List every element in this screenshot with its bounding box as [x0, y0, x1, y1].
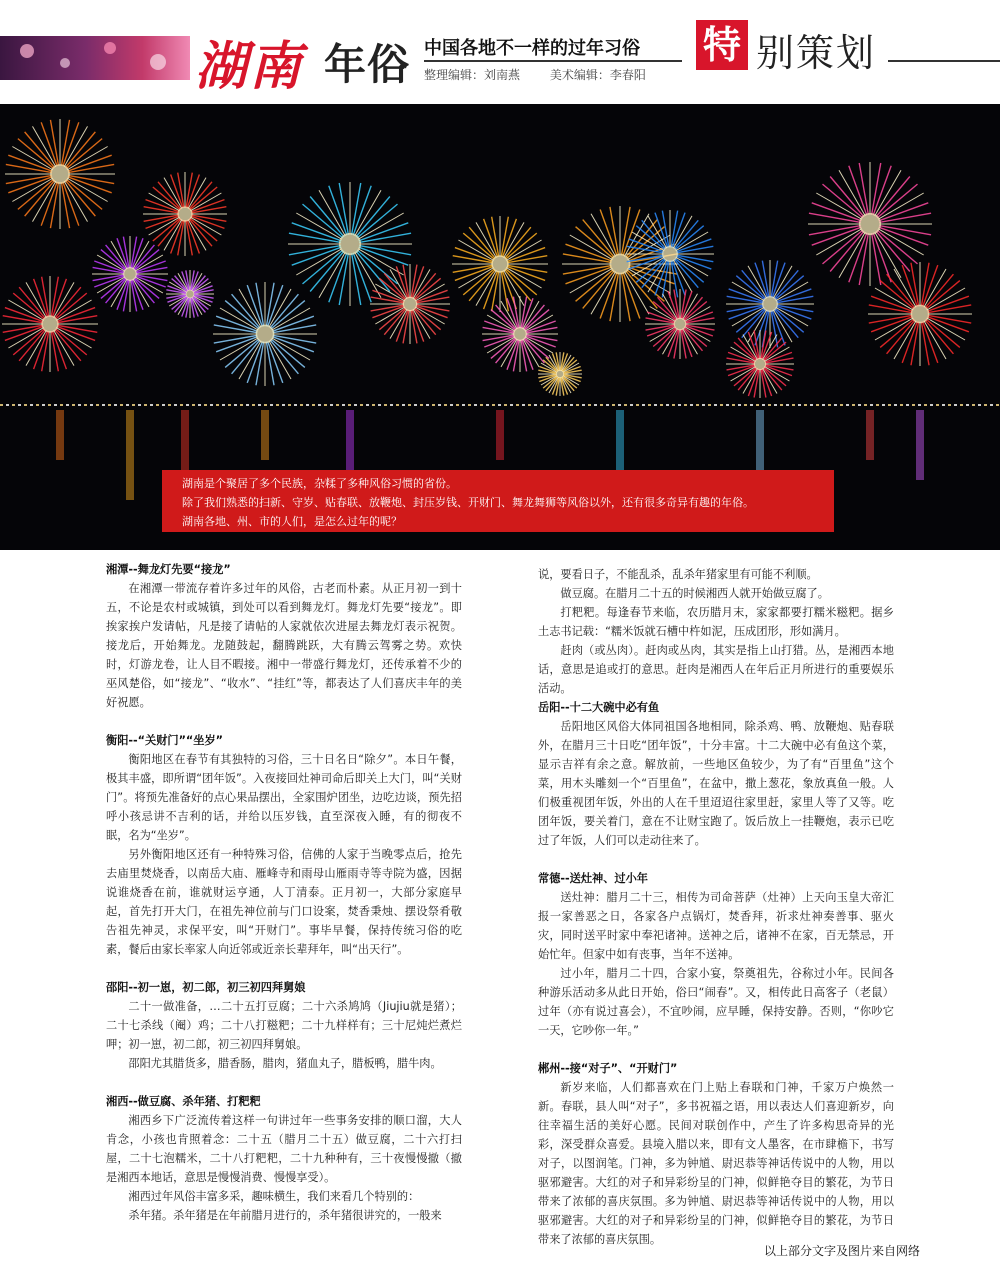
subtitle-rule: [424, 60, 682, 62]
firework-burst: [2, 276, 98, 372]
article-paragraph: 另外衡阳地区还有一种特殊习俗，信佛的人家于当晚零点后，抢先去庙里焚烧香，以南岳大庙、雁峰寺和雨母山雁雨寺等寺院为盛，因据说谁烧香在前，谁就财运亨通，人丁清泰。正月初一，大部分家庭早起，首先打开大门，在祖先神位前与门口设案，焚香秉烛、摆设祭肴敬告祖先神灵，求保平安，叫“开财门”。事毕早餐，保持传统习俗的吃素，餐后由家长率家人向近邻或近亲长辈拜年，叫“出天行”。: [106, 848, 462, 956]
article-paragraph: 打粑粑。每逢春节来临，农历腊月末，家家都要打糯米糍粑。据乡土志书记载：“糯米饭就石槽中杵如泥，压成团形，形如满月。: [538, 606, 894, 638]
magazine-header: [0, 0, 1000, 104]
section-heading: 岳阳--十二大碗中必有鱼: [538, 701, 660, 714]
firework-burst: [538, 352, 582, 396]
intro-line: 湖南是个聚居了多个民族，杂糅了多种风俗习惯的省份。: [182, 477, 457, 490]
water-reflection: [261, 410, 269, 460]
lantern-banner-strip: [0, 36, 190, 80]
region-title: 湖南: [195, 36, 304, 97]
editor-credits: [424, 66, 672, 83]
section-heading: 郴州--接“对子”、“开财门”: [538, 1062, 678, 1075]
firework-burst: [452, 216, 548, 312]
water-reflection: [916, 410, 924, 480]
article-paragraph: 赶肉（或丛肉）。赶肉或丛肉，其实是指上山打猎。丛，是湘西本地话，意思是追或打的意思。赶肉是湘西人在年后正月所进行的重要娱乐活动。: [538, 644, 894, 695]
article-paragraph: 邵阳尤其腊货多，腊香肠，腊肉，猪血丸子，腊板鸭，腊牛肉。: [128, 1057, 442, 1070]
article-column-left: [106, 560, 462, 1225]
water-reflection: [496, 410, 504, 460]
special-badge: 特: [696, 20, 748, 70]
special-feature-label: 别策划: [756, 31, 877, 75]
water-reflection: [56, 410, 64, 460]
article-paragraph: 过小年，腊月二十四，合家小宴，祭奠祖先，谷称过小年。民间各种游乐活动多从此日开始，俗曰“闹春”。又，相传此日高客子（老鼠）过年（亦有说过喜会），不宜吵闹，应早睡，保持安静。否则，“你吵它一天，它吵你一年。”: [538, 967, 894, 1037]
article-paragraph: 新岁来临，人们都喜欢在门上贴上春联和门神，千家万户焕然一新。春联，县人叫“对子”，多书祝福之语，用以表达人们喜迎新岁，向往幸福生活的美好心愿。民间对联创作中，产生了许多构思奇异的光彩，深受群众喜爱。县境入腊以来，即有文人墨客，在市肆檐下，书写对子，以图润笔。门神，多为钟馗、尉迟恭等神话传说中的人物，用以驱邪避害。大红的对子和异彩纷呈的门神，似鲜艳夺目的繁花，为节日带来了浓郁的喜庆氛围。多为钟馗、尉迟恭等神话传说中的人物，用以驱邪避害。大红的对子和异彩纷呈的门神，似鲜艳夺目的繁花，为节日带来了浓郁的喜庆氛围。: [538, 1081, 894, 1246]
editor-credit: 整理编辑：刘南燕: [424, 68, 521, 82]
firework-burst: [288, 182, 412, 306]
article-paragraph: 说，要看日子，不能乱杀，乱杀年猪家里有可能不利顺。: [538, 568, 818, 581]
custom-title: 年俗: [324, 40, 411, 89]
article-paragraph: 二十一做准备，…二十五打豆腐；二十六杀鸠鸠（Jiujiu就是猪）；二十七杀线（阉）鸡；二十八打糍粑；二十九样样有；三十尼炖烂煮烂呷；初一崽，初二郎，初三初四拜舅娘。: [106, 1000, 462, 1051]
section-gap: [106, 1073, 462, 1092]
article-paragraph: 在湘潭一带流存着许多过年的风俗，古老而朴素。从正月初一到十五，不论是农村或城镇，到处可以看到舞龙灯。舞龙灯先要“接龙”。即挨家挨户发请帖，凡是接了请帖的人家就依次进屋去舞龙灯表示祝贺。接龙后，开始舞龙。龙随鼓起，翻腾跳跃，大有腾云驾雾之势。欢快时，灯游龙卷，让人目不暇接。湘中一带盛行舞龙灯，还传承着不少的巫风楚俗，如“接龙”、“收水”、“挂红”等，都表达了人们喜庆丰年的美好祝愿。: [106, 582, 462, 709]
firework-burst: [370, 264, 450, 344]
water-reflection: [126, 410, 134, 500]
section-heading: 常德--送灶神、过小年: [538, 872, 648, 885]
series-subtitle: 中国各地不一样的过年习俗: [424, 38, 640, 59]
article-paragraph: 衡阳地区在春节有其独特的习俗，三十日名日“除夕”。本日午餐，极其丰盛，即所谓“团年饭”。入夜接回灶神司命后即关上大门，叫“关财门”。将预先准备好的点心果品摆出，全家围炉团坐，边吃边谈，预先招呼小孩忌讲不吉利的话，并给以压岁钱，直至深夜入睡，有的彻夜不眠，名为“坐岁”。: [106, 753, 462, 842]
section-heading: 湘潭--舞龙灯先要“接龙”: [106, 563, 231, 576]
section-heading: 邵阳--初一崽，初二郎，初三初四拜舅娘: [106, 981, 306, 994]
intro-line: 除了我们熟悉的扫新、守岁、贴春联、放鞭炮、封压岁钱、开财门、舞龙舞狮等风俗以外，还有很多奇异有趣的年俗。: [182, 496, 754, 509]
article-paragraph: 做豆腐。在腊月二十五的时候湘西人就开始做豆腐了。: [560, 587, 829, 600]
firework-burst: [166, 270, 214, 318]
firework-burst: [626, 210, 714, 298]
firework-burst: [143, 172, 227, 256]
article-paragraph: 送灶神：腊月二十三，相传为司命菩萨（灶神）上天向玉皇大帝汇报一家善恶之日，各家各户点锅灯，焚香拜，祈求灶神奏善事、驱火灾，同时送平时家中奉祀诸神。送神之后，诸神不在家，百无禁忌，开始忙年。但家中如有丧事，当年不送神。: [538, 891, 894, 961]
section-heading: 湘西--做豆腐、杀年猪、打粑粑: [106, 1095, 261, 1108]
firework-burst: [868, 262, 972, 366]
section-gap: [538, 850, 894, 869]
source-note: 以上部分文字及图片来自网络: [763, 1244, 920, 1258]
intro-line: 湖南各地、州、市的人们，是怎么过年的呢？: [182, 515, 402, 528]
article-paragraph: 湘西过年风俗丰富多采，趣味横生，我们来看几个特别的：: [128, 1190, 420, 1203]
header-rule: [888, 60, 1000, 62]
intro-box: [162, 470, 834, 532]
section-gap: [106, 959, 462, 978]
firework-burst: [482, 296, 558, 372]
firework-burst: [645, 289, 715, 359]
article-paragraph: 杀年猪。杀年猪是在年前腊月进行的，杀年猪很讲究的，一般来: [128, 1209, 442, 1222]
firework-burst: [808, 162, 932, 286]
section-heading: 衡阳--“关财门”“坐岁”: [106, 734, 224, 747]
firework-burst: [562, 206, 678, 322]
water-reflection: [866, 410, 874, 460]
firework-burst: [92, 236, 168, 312]
article-column-right: [538, 565, 894, 1249]
article-paragraph: 岳阳地区风俗大体同祖国各地相同，除杀鸡、鸭、放鞭炮、贴春联外，在腊月三十日吃“团年饭”，十分丰富。十二大碗中必有鱼这个菜，显示吉祥有余之意。解放前，一些地区鱼较少，为了有“百里鱼”这个菜，用木头雕刻一个“百里鱼”，在盆中，撒上葱花，象放真鱼一般。人们极重视团年饭，外出的人在千里迢迢往家里赶，家里人等了又等。吃团年饭，要关着门，意在不让财宝跑了。饭后放上一挂鞭炮，表示已吃过了年饭，人们可以走动往来了。: [538, 720, 894, 847]
art-editor-credit: 美术编辑：李春阳: [549, 68, 646, 82]
section-gap: [538, 1040, 894, 1059]
firework-burst: [5, 119, 115, 229]
article-paragraph: 湘西乡下广泛流传着这样一句讲过年一些事务安排的顺口溜，大人肯念，小孩也肯照着念：二十五（腊月二十五）做豆腐，二十六打扫屋，二十七泡糯米，二十八打粑粑，二十九种种有，三十夜慢慢撤（撤是湘西本地话，意思是慢慢消费、慢慢享受）。: [106, 1114, 462, 1184]
firework-burst: [213, 282, 317, 386]
section-gap: [106, 712, 462, 731]
